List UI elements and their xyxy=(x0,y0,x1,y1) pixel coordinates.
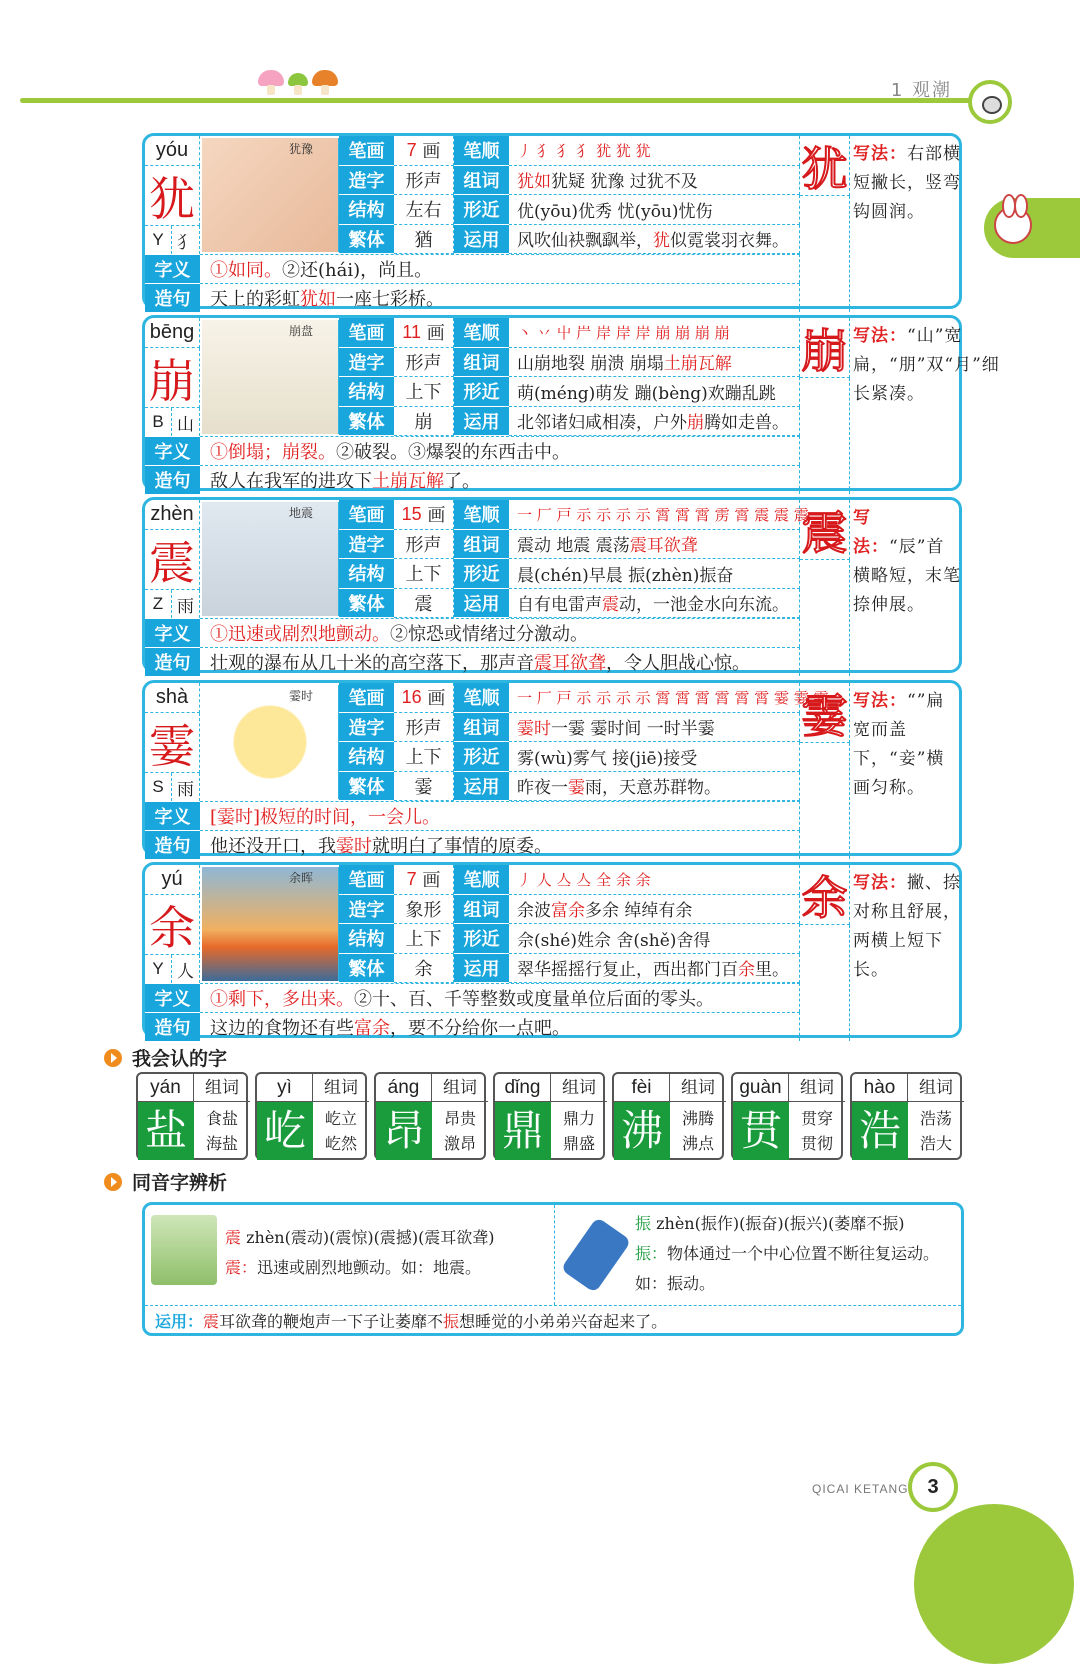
value-trad: 震 xyxy=(394,589,454,619)
phone-vibrate-illustration xyxy=(560,1217,631,1294)
pinyin: áng xyxy=(376,1074,432,1102)
label-similar: 形近 xyxy=(454,195,509,225)
label-words: 组词 xyxy=(454,713,509,743)
label-trad: 繁体 xyxy=(339,772,394,802)
recognize-words: 沸腾 沸点 xyxy=(681,1109,714,1153)
value-strokes: 11 画 xyxy=(394,318,454,348)
homophone-box xyxy=(142,1202,964,1336)
value-struct: 上下 xyxy=(394,559,454,589)
pinyin: yóu xyxy=(145,136,200,166)
recognize-card-3 xyxy=(493,1072,605,1160)
value-usage: 昨夜一 霎 雨，天意苏群物。 xyxy=(509,772,800,802)
value-make: 形声 xyxy=(394,530,454,560)
label-words: 组词 xyxy=(454,895,509,925)
label-sentence: 造句 xyxy=(145,830,200,859)
value-similar: 佘(shé)姓佘 舍(shě)舍得 xyxy=(509,924,800,954)
label-make: 造字 xyxy=(339,166,394,196)
label-strokes: 笔画 xyxy=(339,865,394,895)
section-recognize-title: 我会认的字 xyxy=(104,1044,227,1071)
words-label: 组词 xyxy=(789,1074,845,1102)
words-label: 组词 xyxy=(194,1074,250,1102)
header-rule xyxy=(20,98,980,103)
radical: 山 xyxy=(172,408,200,436)
recognize-card-1 xyxy=(255,1072,367,1160)
illustration-label: 余晖 xyxy=(289,871,314,885)
value-struct: 上下 xyxy=(394,742,454,772)
label-struct: 结构 xyxy=(339,742,394,772)
label-order: 笔顺 xyxy=(454,683,509,713)
value-order: 丿 人 亼 亼 全 余 余 xyxy=(509,865,800,895)
recognize-words: 贯穿 贯彻 xyxy=(800,1109,833,1153)
main-char: 崩 xyxy=(145,348,200,408)
pinyin: hào xyxy=(852,1074,908,1102)
radical-letter: Y xyxy=(145,226,172,254)
label-make: 造字 xyxy=(339,713,394,743)
label-similar: 形近 xyxy=(454,742,509,772)
value-words: 山崩地裂 崩溃 崩塌 土崩瓦解 xyxy=(509,348,800,378)
recognize-words: 食盐 海盐 xyxy=(205,1109,238,1153)
sentence: 他还没开口，我 霎时 就明白了事情的原委。 xyxy=(200,830,800,859)
label-sentence: 造句 xyxy=(145,647,200,676)
value-usage: 自有电雷声 震 动，一池金水向东流。 xyxy=(509,589,800,619)
label-struct: 结构 xyxy=(339,377,394,407)
value-order: 丶 丷 屮 屵 岸 岸 岸 崩 崩 崩 崩 xyxy=(509,318,800,348)
writing-tip: 写法：“辰”首横略短，末笔捺伸展。 xyxy=(853,508,961,615)
label-make: 造字 xyxy=(339,895,394,925)
label-usage: 运用 xyxy=(454,407,509,437)
label-strokes: 笔画 xyxy=(339,136,394,166)
page-number: 3 xyxy=(908,1462,958,1512)
main-char: 犹 xyxy=(145,166,200,226)
label-similar: 形近 xyxy=(454,377,509,407)
illustration-label: 霎时 xyxy=(289,689,314,703)
mushroom-decoration xyxy=(258,70,338,95)
value-similar: 优(yōu)优秀 忧(yōu)忧伤 xyxy=(509,195,800,225)
corner-decoration xyxy=(914,1504,1074,1664)
meaning: ①如同。 ②还(hái)，尚且。 xyxy=(200,254,800,283)
label-similar: 形近 xyxy=(454,559,509,589)
value-make: 象形 xyxy=(394,895,454,925)
label-meaning: 字义 xyxy=(145,801,200,830)
main-char: 余 xyxy=(145,895,200,955)
pinyin: bēng xyxy=(145,318,200,348)
value-order: 丿 犭 犭 犭 犹 犹 犹 xyxy=(509,136,800,166)
label-words: 组词 xyxy=(454,530,509,560)
recognize-card-4 xyxy=(612,1072,724,1160)
recognize-char: 盐 xyxy=(138,1102,194,1160)
illustration-label: 崩盘 xyxy=(289,324,314,338)
writing-tip: 写法：“山”宽扁，“朋”双“月”细长紧凑。 xyxy=(853,326,1000,404)
illustration xyxy=(202,867,339,981)
words-label: 组词 xyxy=(908,1074,964,1102)
value-order: 一 厂 戸 示 示 示 示 霄 霄 霄 雳 霄 震 震 震 xyxy=(509,500,800,530)
recognize-words: 浩荡 浩大 xyxy=(919,1109,952,1153)
outline-char: 霎 xyxy=(800,683,850,743)
main-char: 震 xyxy=(145,530,200,590)
label-order: 笔顺 xyxy=(454,865,509,895)
label-meaning: 字义 xyxy=(145,618,200,647)
value-struct: 上下 xyxy=(394,377,454,407)
label-strokes: 笔画 xyxy=(339,683,394,713)
footer-brand: QICAI KETANG xyxy=(812,1482,909,1496)
practice-grid xyxy=(800,560,850,676)
practice-grid xyxy=(800,743,850,859)
label-struct: 结构 xyxy=(339,924,394,954)
main-char: 霎 xyxy=(145,713,200,773)
pinyin: zhèn xyxy=(145,500,200,530)
label-words: 组词 xyxy=(454,348,509,378)
char-card-2 xyxy=(142,497,962,673)
recognize-words: 昂贵 激昂 xyxy=(443,1109,476,1153)
value-similar: 雾(wù)雾气 接(jiē)接受 xyxy=(509,742,800,772)
section-homophone-title: 同音字辨析 xyxy=(104,1168,227,1195)
radical: 雨 xyxy=(172,590,200,618)
recognize-card-2 xyxy=(374,1072,486,1160)
value-make: 形声 xyxy=(394,713,454,743)
label-meaning: 字义 xyxy=(145,254,200,283)
recognize-char: 贯 xyxy=(733,1102,789,1160)
value-strokes: 7 画 xyxy=(394,865,454,895)
homophone-usage: 运用：震耳欲聋的鞭炮声一下子让萎靡不振想睡觉的小弟弟兴奋起来了。 xyxy=(145,1305,961,1337)
radical: 雨 xyxy=(172,773,200,801)
recognize-card-5 xyxy=(731,1072,843,1160)
pinyin: yán xyxy=(138,1074,194,1102)
writing-tip: 写法：撇、捺对称且舒展，两横上短下长。 xyxy=(853,873,961,980)
outline-char: 震 xyxy=(800,500,850,560)
illustration-label: 犹豫 xyxy=(289,142,314,156)
practice-grid xyxy=(800,196,850,312)
label-struct: 结构 xyxy=(339,559,394,589)
char-card-1 xyxy=(142,315,1000,492)
sentence: 这边的食物还有些 富余 ，要不分给你一点吧。 xyxy=(200,1012,800,1041)
label-words: 组词 xyxy=(454,166,509,196)
words-label: 组词 xyxy=(432,1074,488,1102)
pinyin: yì xyxy=(257,1074,313,1102)
outline-char: 犹 xyxy=(800,136,850,196)
recognize-char: 沸 xyxy=(614,1102,670,1160)
recognize-words: 鼎力 鼎盛 xyxy=(562,1109,595,1153)
label-strokes: 笔画 xyxy=(339,318,394,348)
homophone-right: 振 zhèn(振作)(振奋)(振兴)(萎靡不振) 振：物体通过一个中心位置不断往复运动。 如：振动。 xyxy=(635,1214,940,1293)
illustration xyxy=(202,138,339,252)
illustration xyxy=(202,685,339,799)
value-trad: 崩 xyxy=(394,407,454,437)
value-strokes: 15 画 xyxy=(394,500,454,530)
label-meaning: 字义 xyxy=(145,436,200,465)
recognize-char: 浩 xyxy=(852,1102,908,1160)
pinyin: guàn xyxy=(733,1074,789,1102)
value-trad: 猶 xyxy=(394,225,454,255)
meaning: [霎时]极短的时间，一会儿。 xyxy=(200,801,800,830)
value-usage: 北邻诸妇咸相凑，户外 崩 腾如走兽。 xyxy=(509,407,800,437)
practice-grid xyxy=(800,925,850,1041)
value-trad: 霎 xyxy=(394,772,454,802)
label-sentence: 造句 xyxy=(145,465,200,494)
value-usage: 翠华摇摇行复止，西出都门百 余 里。 xyxy=(509,954,800,984)
lesson-title: 1 观潮 xyxy=(890,80,952,101)
label-sentence: 造句 xyxy=(145,1012,200,1041)
bunny-icon xyxy=(994,206,1032,244)
value-make: 形声 xyxy=(394,166,454,196)
label-usage: 运用 xyxy=(454,954,509,984)
label-usage: 运用 xyxy=(454,772,509,802)
value-words: 余波 富余 多余 绰绰有余 xyxy=(509,895,800,925)
practice-grid xyxy=(800,378,850,494)
label-order: 笔顺 xyxy=(454,318,509,348)
value-words: 震动 地震 震荡 震耳欲聋 xyxy=(509,530,800,560)
recognize-words: 屹立 屹然 xyxy=(324,1109,357,1153)
label-struct: 结构 xyxy=(339,195,394,225)
value-words: 犹如 犹疑 犹豫 过犹不及 xyxy=(509,166,800,196)
label-order: 笔顺 xyxy=(454,500,509,530)
label-usage: 运用 xyxy=(454,225,509,255)
char-card-0 xyxy=(142,133,962,309)
words-label: 组词 xyxy=(551,1074,607,1102)
label-make: 造字 xyxy=(339,348,394,378)
label-usage: 运用 xyxy=(454,589,509,619)
pinyin: yú xyxy=(145,865,200,895)
label-sentence: 造句 xyxy=(145,283,200,312)
pinyin: dǐng xyxy=(495,1074,551,1102)
label-similar: 形近 xyxy=(454,924,509,954)
recognize-card-0 xyxy=(136,1072,248,1160)
pinyin: shà xyxy=(145,683,200,713)
label-order: 笔顺 xyxy=(454,136,509,166)
sentence: 壮观的瀑布从几十米的高空落下，那声音 震耳欲聋 ，令人胆战心惊。 xyxy=(200,647,800,676)
play-icon xyxy=(104,1049,122,1067)
radical: 犭 xyxy=(172,226,200,254)
label-make: 造字 xyxy=(339,530,394,560)
words-label: 组词 xyxy=(313,1074,369,1102)
meaning: ①迅速或剧烈地颤动。 ②惊恐或情绪过分激动。 xyxy=(200,618,800,647)
meaning: ①剩下，多出来。 ②十、百、千等整数或度量单位后面的零头。 xyxy=(200,983,800,1012)
side-tab xyxy=(984,198,1080,258)
label-trad: 繁体 xyxy=(339,954,394,984)
label-trad: 繁体 xyxy=(339,589,394,619)
recognize-char: 屹 xyxy=(257,1102,313,1160)
outline-char: 余 xyxy=(800,865,850,925)
value-strokes: 7 画 xyxy=(394,136,454,166)
radical-letter: S xyxy=(145,773,172,801)
value-struct: 左右 xyxy=(394,195,454,225)
words-label: 组词 xyxy=(670,1074,726,1102)
recognize-char: 鼎 xyxy=(495,1102,551,1160)
value-struct: 上下 xyxy=(394,924,454,954)
outline-char: 崩 xyxy=(800,318,850,378)
value-similar: 萌(méng)萌发 蹦(bèng)欢蹦乱跳 xyxy=(509,377,800,407)
meaning: ①倒塌；崩裂。 ②破裂。③爆裂的东西击中。 xyxy=(200,436,800,465)
value-usage: 风吹仙袂飘飖举， 犹 似霓裳羽衣舞。 xyxy=(509,225,800,255)
illustration xyxy=(202,502,339,616)
label-meaning: 字义 xyxy=(145,983,200,1012)
value-strokes: 16 画 xyxy=(394,683,454,713)
recognize-card-6 xyxy=(850,1072,962,1160)
label-strokes: 笔画 xyxy=(339,500,394,530)
label-trad: 繁体 xyxy=(339,407,394,437)
mascot-icon xyxy=(968,80,1012,124)
radical-letter: Z xyxy=(145,590,172,618)
value-words: 霎时 一霎 霎时间 一时半霎 xyxy=(509,713,800,743)
radical-letter: Y xyxy=(145,955,172,983)
char-card-4 xyxy=(142,862,962,1038)
illustration-label: 地震 xyxy=(289,506,314,520)
value-trad: 余 xyxy=(394,954,454,984)
value-similar: 晨(chén)早晨 振(zhèn)振奋 xyxy=(509,559,800,589)
recognize-char: 昂 xyxy=(376,1102,432,1160)
radical: 人 xyxy=(172,955,200,983)
writing-tip: 写法：右部横短撇长，竖弯钩圆润。 xyxy=(853,144,961,222)
label-trad: 繁体 xyxy=(339,225,394,255)
illustration xyxy=(202,320,339,434)
writing-tip: 写法：“”扁宽而盖下，“妾”横画匀称。 xyxy=(853,691,945,798)
homophone-left: 震 zhèn(震动)(震惊)(震撼)(震耳欲聋) 震：迅速或剧烈地颤动。如：地震。 xyxy=(225,1205,555,1305)
sentence: 敌人在我军的进攻下 土崩瓦解 了。 xyxy=(200,465,800,494)
play-icon xyxy=(104,1173,122,1191)
sentence: 天上的彩虹 犹如 一座七彩桥。 xyxy=(200,283,800,312)
value-make: 形声 xyxy=(394,348,454,378)
earthquake-illustration xyxy=(151,1215,217,1285)
radical-letter: B xyxy=(145,408,172,436)
pinyin: fèi xyxy=(614,1074,670,1102)
char-card-3 xyxy=(142,680,962,856)
value-order: 一 厂 戸 示 示 示 示 霄 霄 霄 霄 霄 霄 霎 霎 霎 xyxy=(509,683,800,713)
